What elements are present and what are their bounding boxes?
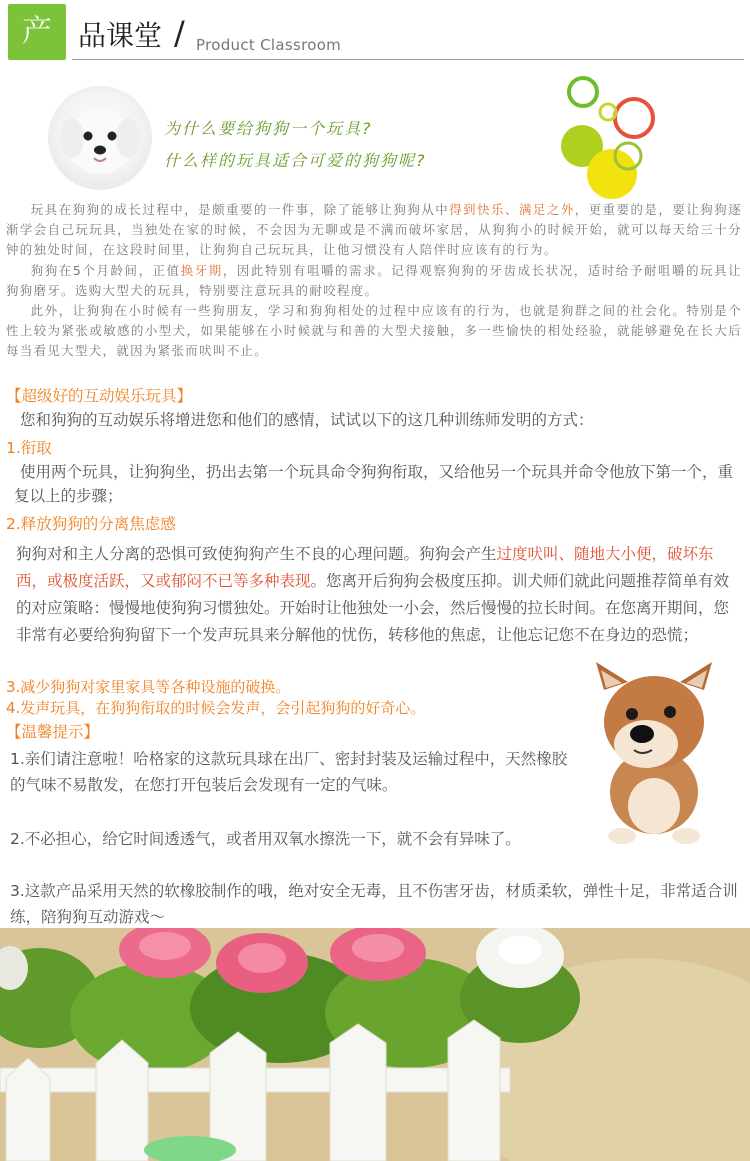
item-2-text: 狗狗对和主人分离的恐惧可致使狗狗产生不良的心理问题。狗狗会产生过度吠叫、随地大小便，破坏东西，或极度活跃，又或郁闷不已等多种表现。您离开后狗狗会极度压抑。训犬师们就此问题推荐简单有效的对应策略：慢慢地使狗狗习惯独处。开始时让他独处一小会，然后慢慢的拉长时间。在您离开期间，您非常有必要给狗狗留下一个发声玩具来分解他的忧伤，转移他的焦虑，让他忘记您不在身边的恐慌； <box>16 545 730 644</box>
header-badge: 产 <box>8 4 66 60</box>
question-one: 为什么要给狗狗一个玩具? <box>164 119 373 138</box>
tip-2: 2.不必担心，给它时间透透气，或者用双氧水擦洗一下，就不会有异味了。 <box>10 830 521 848</box>
section-heading-tips: 【温馨提示】 <box>6 723 100 741</box>
question-two: 什么样的玩具适合可爱的狗狗呢? <box>164 151 427 170</box>
page-title: 品课堂 <box>78 19 163 52</box>
page-subtitle-en: Product Classroom <box>196 36 342 54</box>
section-heading-fun: 【超级好的互动娱乐玩具】 <box>6 387 193 405</box>
item-3-text: 3.减少狗狗对家里家具等各种设施的破换。 <box>6 678 291 696</box>
flowers-and-fence-illustration <box>0 928 750 1161</box>
item-1-text: 使用两个玩具，让狗狗坐，扔出去第一个玩具命令狗狗衔取，又给他另一个玩具并命令他放下第一个，重复以上的步骤； <box>14 463 734 505</box>
white-puppy-image <box>48 86 152 190</box>
white-puppy-face-icon <box>48 86 152 190</box>
highlight-teething: 换牙期 <box>180 262 223 278</box>
tip-3: 3.这款产品采用天然的软橡胶制作的哦，绝对安全无毒，且不伤害牙齿，材质柔软，弹性十足，非常适合训练，陪狗狗互动游戏～ <box>10 882 738 926</box>
highlight-happiness: 得到快乐、满足之外 <box>449 202 575 217</box>
intro-paragraph-3: 此外，让狗狗在小时候有一些狗朋友，学习和狗狗相处的过程中应该有的行为，也就是狗群之间的社会化。特别是个性上较为紧张或敏感的小型犬，如果能够在小时候就与和善的大型犬接触，多一些愉快的相处经验，就能够避免在长大后每当看见大型犬，就因为紧张而吠叫不止。 <box>6 303 742 359</box>
item-1-title: 1.衔取 <box>6 439 52 457</box>
section-fun-lead: 您和狗狗的互动娱乐将增进您和他们的感情，试试以下的这几种训练师发明的方式： <box>20 411 594 429</box>
item-2-title: 2.释放狗狗的分离焦虑感 <box>6 515 176 533</box>
decorative-circles-icon <box>556 70 666 205</box>
intro-text <box>6 200 742 362</box>
intro-paragraph-1: 玩具在狗狗的成长过程中，是颇重要的一件事，除了能够让狗狗从中得到快乐、满足之外，更重要的是，要让狗狗逐渐学会自己玩玩具，当独处在家的时候，不会因为无聊或是不满而破坏家居，从狗狗小的时候开始，就可以每天给三十分钟的独处时间，在这段时间里，让狗狗自己玩玩具，让他习惯没有人陪伴时应该有的行为。 <box>6 202 742 258</box>
header-divider <box>72 59 744 60</box>
intro-paragraph-2: 狗狗在5个月龄间，正值换牙期，因此特别有咀嚼的需求。记得观察狗狗的牙齿成长状况，适时给予耐咀嚼的玩具让狗狗磨牙。选购大型犬的玩具，特别要注意玩具的耐咬程度。 <box>6 262 742 298</box>
highlight-symptoms: 过度吠叫、随地大小便，破坏东西，或极度活跃，又或郁闷不已等多种表现 <box>16 545 714 590</box>
flowers-fence-photo <box>0 928 750 1161</box>
shiba-puppy-image <box>584 660 724 845</box>
item-4-text: 4.发声玩具，在狗狗衔取的时候会发声，会引起狗狗的好奇心。 <box>6 699 426 717</box>
title-slash: / <box>174 14 185 52</box>
tip-1: 1.亲们请注意啦！哈格家的这款玩具球在出厂、密封封装及运输过程中，天然橡胶的气味不易散发，在您打开包装后会发现有一定的气味。 <box>10 750 568 794</box>
